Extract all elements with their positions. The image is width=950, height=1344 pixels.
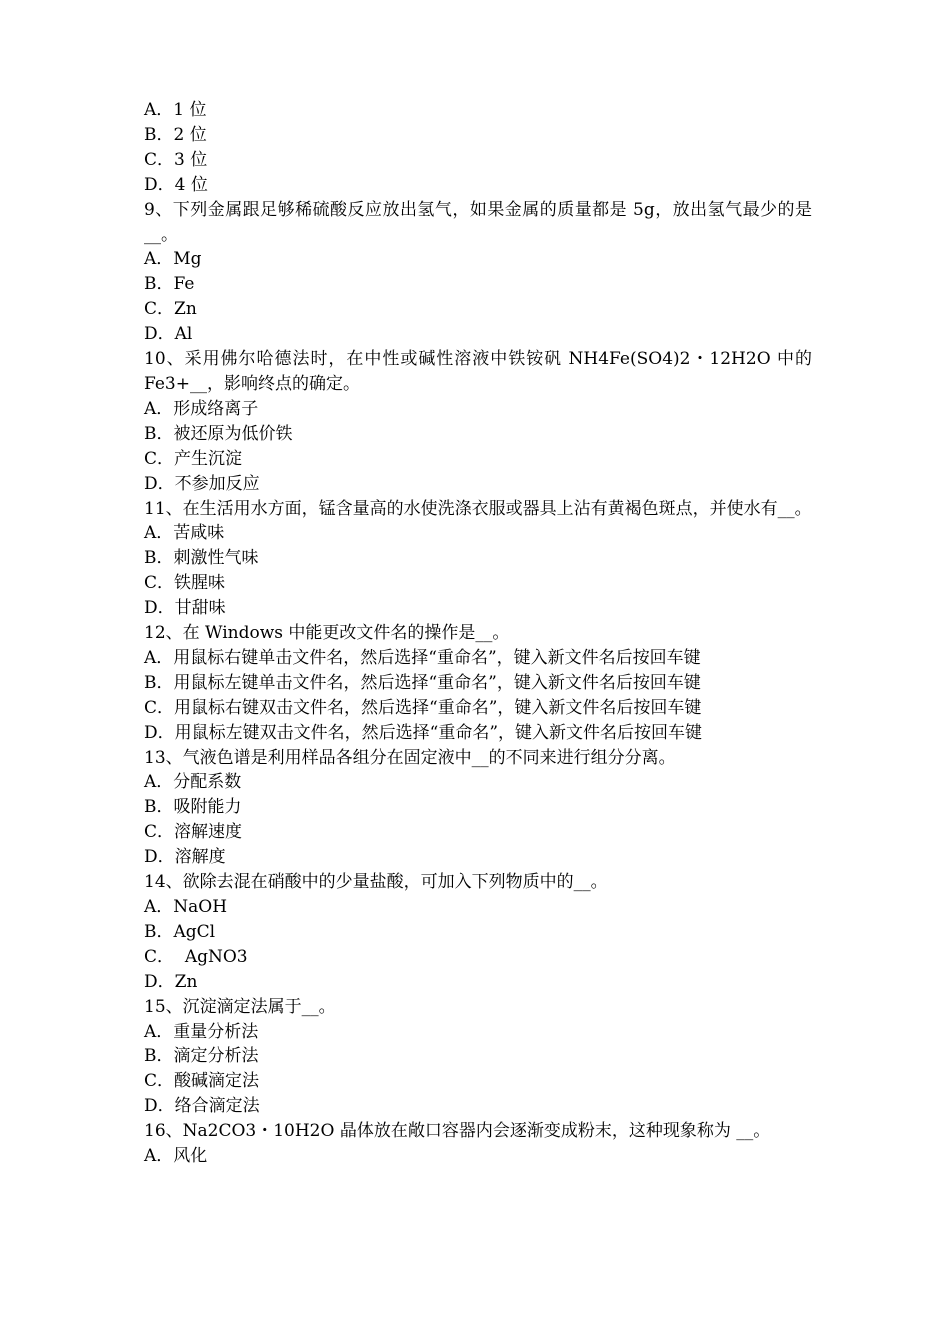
question-14-stem: 14、欲除去混在硝酸中的少量盐酸，可加入下列物质中的__。 xyxy=(144,872,608,893)
option-line: C．铁腥味 xyxy=(144,573,226,594)
option-line: D．4 位 xyxy=(144,174,208,195)
option-line: B．吸附能力 xyxy=(144,797,242,818)
question-9-stem: 9、下列金属跟足够稀硫酸反应放出氢气，如果金属的质量都是 5g，放出氢气最少的是__。 xyxy=(144,199,812,245)
option-line: A．形成络离子 xyxy=(144,398,259,419)
option-line: A．风化 xyxy=(144,1146,208,1167)
option-line: B．用鼠标左键单击文件名，然后选择“重命名”，键入新文件名后按回车键 xyxy=(144,672,701,693)
question-16-stem: 16、Na2CO3・10H2O 晶体放在敞口容器内会逐渐变成粉末，这种现象称为 __。 xyxy=(144,1121,771,1142)
option-line: C．3 位 xyxy=(144,149,208,170)
question-10-stem: 10、采用佛尔哈德法时，在中性或碱性溶液中铁铵矾 NH4Fe(SO4)2・12H2O 中的 Fe3+__，影响终点的确定。 xyxy=(144,349,812,394)
option-line: D．Al xyxy=(144,324,193,345)
option-line: A．分配系数 xyxy=(144,772,242,793)
option-line: D．Zn xyxy=(144,971,198,992)
option-line: A．重量分析法 xyxy=(144,1021,259,1042)
option-line: A．NaOH xyxy=(144,897,228,917)
option-line: B．滴定分析法 xyxy=(144,1046,259,1067)
option-line: A．用鼠标右键单击文件名，然后选择“重命名”，键入新文件名后按回车键 xyxy=(144,647,701,668)
question-12-stem: 12、在 Windows 中能更改文件名的操作是__。 xyxy=(144,623,510,644)
question-13-stem: 13、气液色谱是利用样品各组分在固定液中__的不同来进行组分分离。 xyxy=(144,747,676,768)
option-line: A．苦咸味 xyxy=(144,523,225,544)
option-line: B．Fe xyxy=(144,274,195,295)
question-15-stem: 15、沉淀滴定法属于__。 xyxy=(144,996,336,1017)
question-11-stem: 11、在生活用水方面，锰含量高的水使洗涤衣服或器具上沾有黄褐色斑点，并使水有__。 xyxy=(144,498,812,519)
option-line: B．被还原为低价铁 xyxy=(144,423,293,444)
option-line: C．用鼠标右键双击文件名，然后选择“重命名”，键入新文件名后按回车键 xyxy=(144,697,702,718)
option-line: C．溶解速度 xyxy=(144,822,243,843)
option-line: D．甘甜味 xyxy=(144,598,226,619)
option-line: C．酸碱滴定法 xyxy=(144,1071,260,1092)
option-line: C．产生沉淀 xyxy=(144,448,243,469)
option-line: B．2 位 xyxy=(144,124,207,145)
option-line: A．1 位 xyxy=(144,100,207,120)
document-page xyxy=(144,98,812,1169)
option-line: D．不参加反应 xyxy=(144,473,260,494)
option-line: C．Zn xyxy=(144,299,197,320)
option-line: B．AgCl xyxy=(144,921,216,942)
option-line: D．溶解度 xyxy=(144,847,226,868)
option-line: B．刺激性气味 xyxy=(144,548,259,569)
option-line: A．Mg xyxy=(144,249,202,270)
option-line: C． AgNO3 xyxy=(144,946,248,967)
option-line: D．用鼠标左键双击文件名，然后选择“重命名”，键入新文件名后按回车键 xyxy=(144,722,703,743)
option-line: D．络合滴定法 xyxy=(144,1096,260,1117)
